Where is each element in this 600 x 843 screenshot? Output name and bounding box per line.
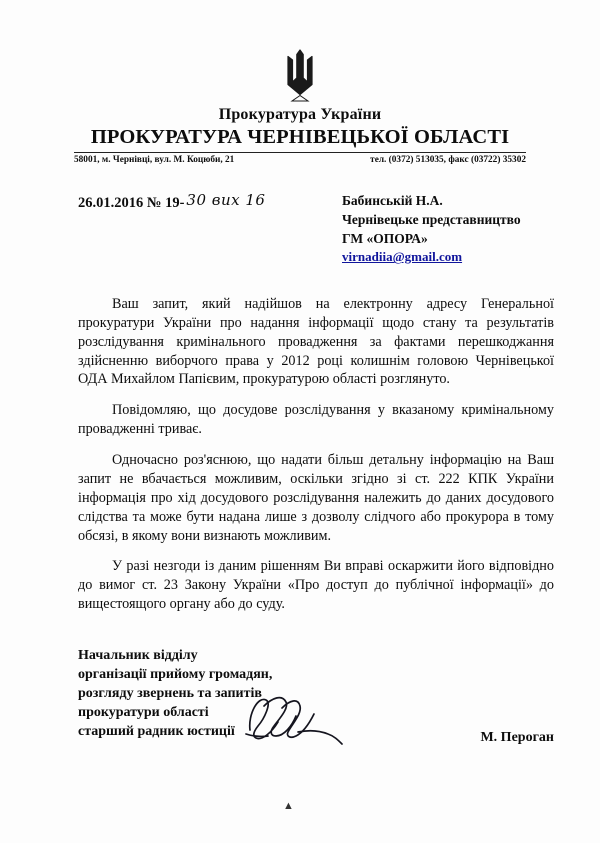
addressee-organization: Чернівецьке представництво: [342, 212, 521, 228]
signer-title-line: організації прийому громадян,: [78, 667, 273, 683]
body-paragraph: У разі незгоди із даним рішенням Ви вправі оскаржити його відповідно до вимог ст. 23 Закону України «Про доступ до публічної інформації» до вищестоящого органу або до суду.: [78, 558, 554, 613]
page-footer-mark: ▲: [283, 800, 294, 812]
addressee-organization-short: ГМ «ОПОРА»: [342, 231, 428, 247]
addressee-name: Бабинській Н.А.: [342, 193, 443, 208]
reference-handwritten-number: 30 вих 16: [186, 191, 266, 209]
signer-title-line: Начальник відділу: [78, 648, 198, 664]
signature-block: [0, 646, 600, 764]
reference-number: [78, 191, 265, 212]
signer-title: [78, 646, 378, 741]
signer-title-line: старший радник юстиції: [78, 724, 235, 740]
ukraine-trident-emblem-icon: [279, 48, 321, 102]
signer-title-line: розгляду звернень та запитів: [78, 686, 262, 702]
header-divider: [74, 152, 526, 153]
office-address: 58001, м. Чернівці, вул. М. Коцюби, 21: [74, 155, 235, 165]
organization-title: ПРОКУРАТУРА ЧЕРНІВЕЦЬКОЇ ОБЛАСТІ: [90, 126, 510, 148]
signer-name: М. Пероган: [480, 730, 554, 746]
letter-meta: [0, 191, 600, 267]
letterhead: [0, 0, 600, 165]
body-paragraph: Повідомляю, що досудове розслідування у вказаному кримінальному провадженні триває.: [78, 402, 554, 438]
reference-date-number: 26.01.2016 № 19-: [78, 195, 185, 211]
body-paragraph: Ваш запит, який надійшов на електронну адресу Генеральної прокуратури України про надання інформації щодо стану та результатів розслідування кримінального провадження за фактами перешкоджання здійсненню виборчого права у 2012 році колишнім головою Чернівецької ОДА Михайлом Папієвим, прокуратурою області розглянуто.: [78, 295, 554, 388]
letter-body: [0, 295, 600, 614]
office-phone-fax: тел. (0372) 513035, факс (03722) 35302: [370, 155, 526, 165]
body-paragraph: Одночасно роз'яснюю, що надати більш детальну інформацію на Ваш запит не вбачається можливим, оскільки згідно зі ст. 222 КПК України інформація про хід досудового розслідування належить до даних досудового слідства та може бути надана лише з дозволу слідчого або прокурора в тому обсязі, в якому вони визнають можливим.: [78, 452, 554, 544]
addressee-email-link[interactable]: virnadiia@gmail.com: [342, 249, 463, 265]
organization-subtitle: Прокуратура України: [218, 106, 382, 123]
letterhead-contacts: [74, 155, 526, 165]
signer-title-line: прокуратури області: [78, 705, 209, 721]
addressee-block: [342, 191, 552, 267]
